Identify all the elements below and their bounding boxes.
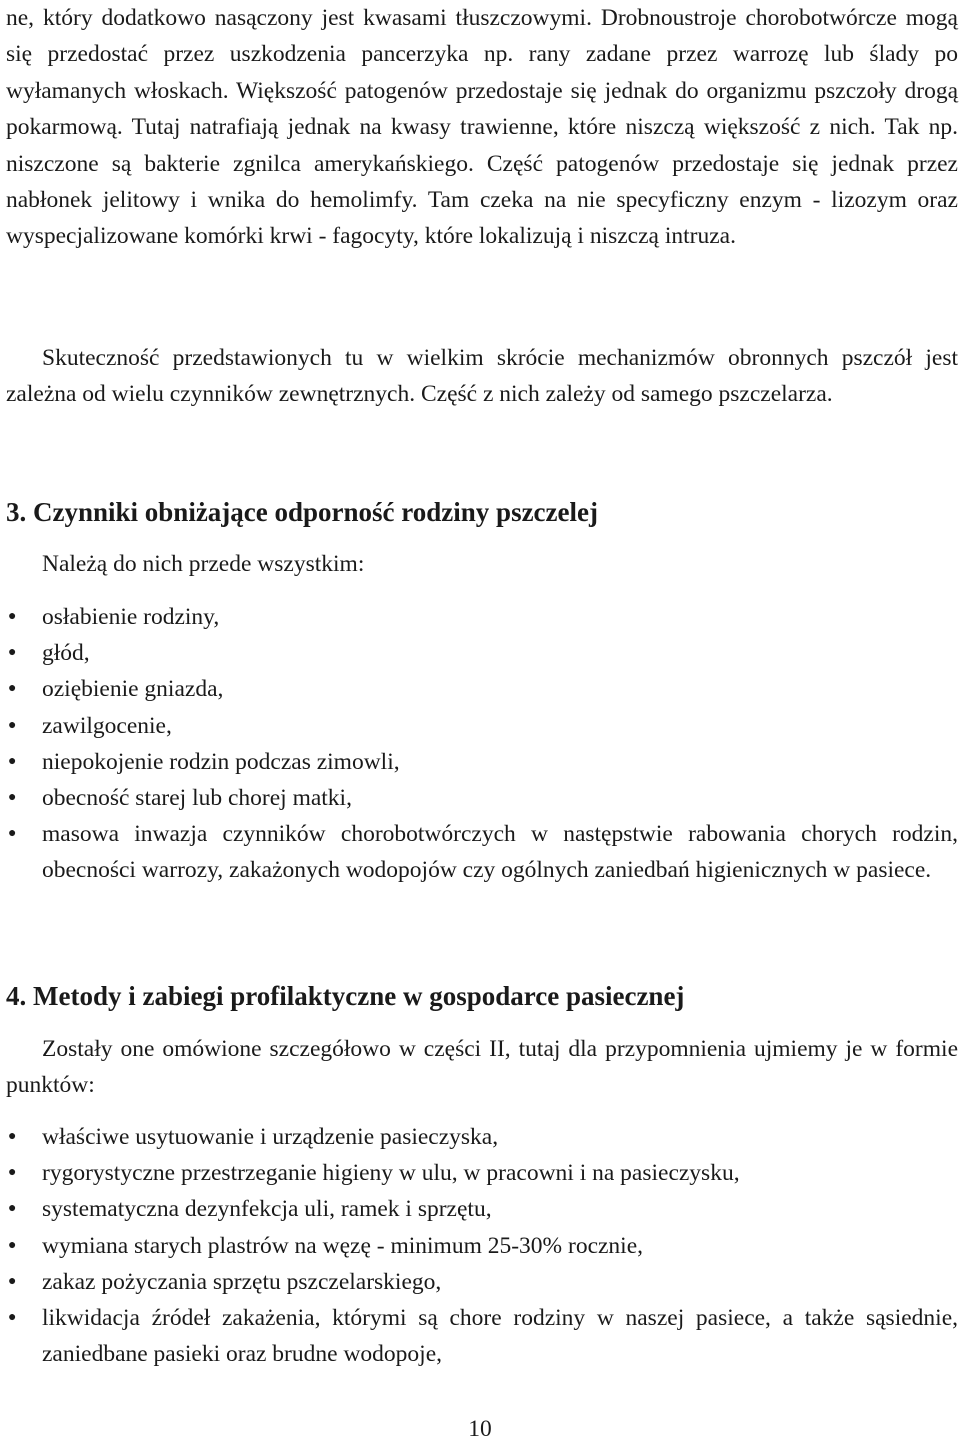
- list-item: [6, 635, 958, 671]
- bullet-icon: ●: [8, 826, 17, 842]
- list-item: [6, 1119, 958, 1155]
- bullet-icon: ●: [8, 717, 17, 733]
- list-item-text: głód,: [42, 640, 90, 667]
- list-item: [6, 1155, 958, 1191]
- list-item-text: zawilgocenie,: [42, 712, 172, 739]
- section-3-heading: 3. Czynniki obniżające odporność rodziny pszczelej: [6, 497, 598, 527]
- list-item-text: zakaz pożyczania sprzętu pszczelarskiego,: [42, 1268, 442, 1295]
- list-item-text: osłabienie rodziny,: [42, 604, 220, 630]
- section-3-list: [6, 599, 958, 889]
- bullet-icon: ●: [8, 753, 17, 769]
- list-item: [6, 708, 958, 744]
- bullet-icon: ●: [8, 1165, 17, 1181]
- intro-paragraph: ne, który dodatkowo nasączony jest kwasami tłuszczowymi. Drobnoustroje chorobotwórcze mogą się przedostać przez uszkodzenia pancerzyka np. rany zadane przez warrozę lub ślady po wyłamanych włoskach. Większość patogenów przedostaje się jednak do organizmu pszczoły drogą pokarmową. Tutaj natrafiają jednak na kwasy trawienne, które niszczą większość z nich. Tak np. niszczone są bakterie zgnilca amerykańskiego. Część patogenów przedostaje się jednak przez nabłonek jelitowy i wnika do hemolimfy. Tam czeka na nie specyficzny enzym - lizozym oraz wyspecjalizowane komórki krwi - fagocyty, które lokalizują i niszczą intruza.: [6, 5, 958, 250]
- bullet-icon: ●: [8, 790, 17, 806]
- bullet-icon: ●: [8, 1273, 17, 1289]
- summary-paragraph: Skuteczność przedstawionych tu w wielkim skrócie mechanizmów obronnych pszczół jest zależna od wielu czynników zewnętrznych. Część z nich zależy od samego pszczelarza.: [6, 345, 958, 408]
- bullet-icon: ●: [8, 1237, 17, 1253]
- bullet-icon: ●: [8, 1310, 17, 1326]
- list-item: [6, 1228, 958, 1264]
- list-item: [6, 744, 958, 780]
- list-item-text: właściwe usytuowanie i urządzenie pasieczyska,: [42, 1124, 499, 1150]
- section-3-lead: Należą do nich przede wszystkim:: [42, 551, 365, 577]
- list-item: [6, 1300, 958, 1372]
- bullet-icon: ●: [8, 1129, 17, 1144]
- list-item-text: masowa inwazja czynników chorobotwórczych w następstwie rabowania chorych rodzin, obecności warrozy, zakażonych wodopojów czy ogólnych zaniedbań higienicznych w pasiece.: [42, 821, 958, 884]
- page-number: 10: [468, 1416, 492, 1442]
- list-item-text: rygorystyczne przestrzeganie higieny w ulu, w pracowni i na pasieczysku,: [42, 1160, 740, 1187]
- list-item-text: likwidacja źródeł zakażenia, którymi są chore rodziny w naszej pasiece, a także sąsiednie, zaniedbane pasieki oraz brudne wodopoje,: [42, 1305, 958, 1368]
- list-item: [6, 1191, 958, 1227]
- list-item-text: obecność starej lub chorej matki,: [42, 785, 352, 812]
- section-4-lead: Zostały one omówione szczegółowo w części II, tutaj dla przypomnienia ujmiemy je w formie punktów:: [6, 1036, 958, 1099]
- list-item-text: oziębienie gniazda,: [42, 676, 224, 703]
- list-item: [6, 1264, 958, 1300]
- bullet-icon: ●: [8, 1201, 17, 1217]
- list-item: [6, 780, 958, 816]
- bullet-icon: ●: [8, 681, 17, 697]
- list-item-text: systematyczna dezynfekcja uli, ramek i sprzętu,: [42, 1196, 492, 1223]
- section-4-heading: 4. Metody i zabiegi profilaktyczne w gospodarce pasiecznej: [6, 981, 685, 1011]
- bullet-icon: ●: [8, 645, 17, 661]
- list-item-text: wymiana starych plastrów na węzę - minimum 25-30% rocznie,: [42, 1232, 644, 1259]
- list-item: [6, 599, 958, 635]
- list-item: [6, 816, 958, 888]
- bullet-icon: ●: [8, 609, 17, 624]
- list-item-text: niepokojenie rodzin podczas zimowli,: [42, 748, 400, 775]
- section-4-list: [6, 1119, 958, 1372]
- list-item: [6, 671, 958, 707]
